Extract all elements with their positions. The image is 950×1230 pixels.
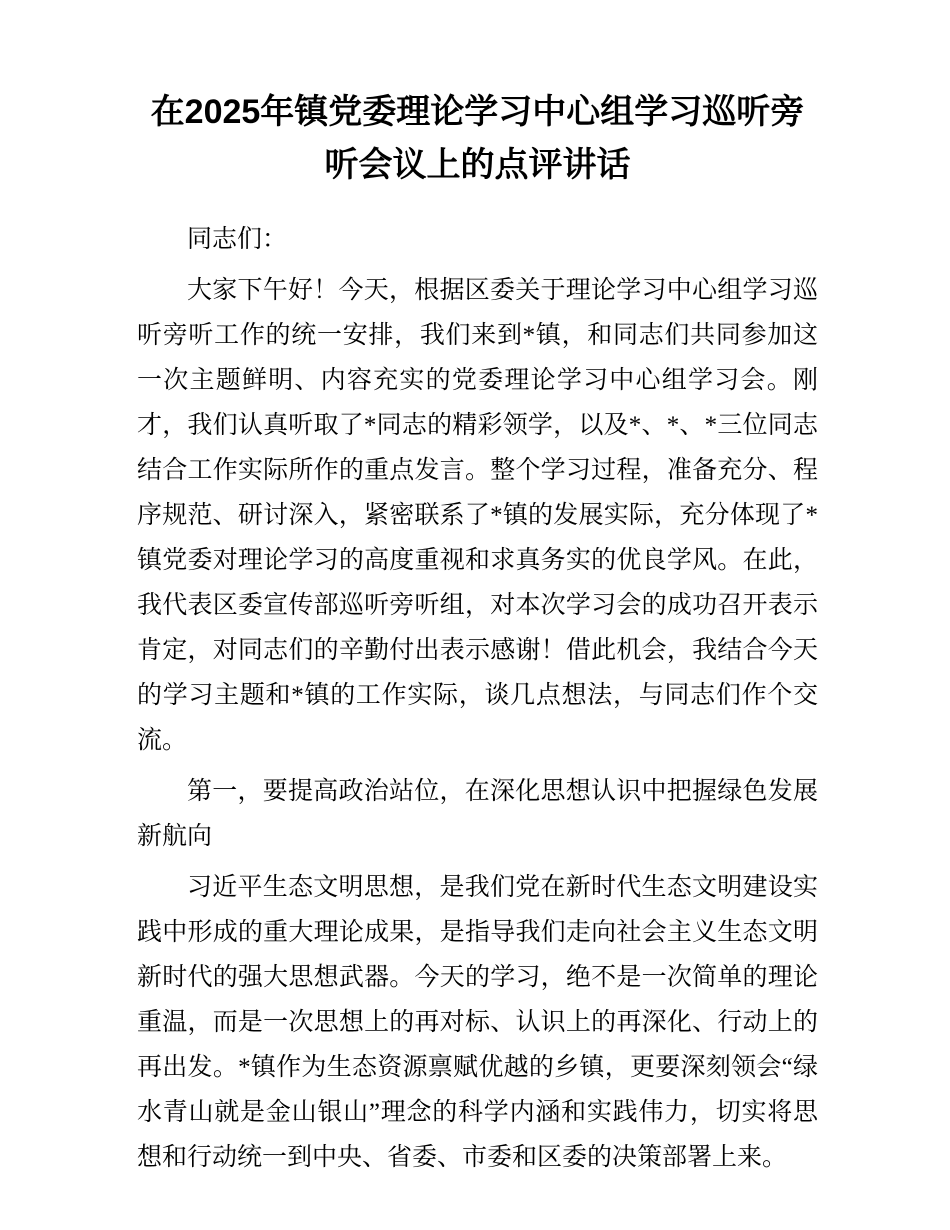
opening-paragraph: 大家下午好！今天，根据区委关于理论学习中心组学习巡听旁听工作的统一安排，我们来到*镇，和同志们共同参加这一次主题鲜明、内容充实的党委理论学习中心组学习会。刚才，我们认真听取了*同志的精彩领学，以及*、*、*三位同志结合工作实际所作的重点发言。整个学习过程，准备充分、程序规范、研讨深入，紧密联系了*镇的发展实际，充分体现了*镇党委对理论学习的高度重视和求真务实的优良学风。在此，我代表区委宣传部巡听旁听组，对本次学习会的成功召开表示肯定，对同志们的辛勤付出表示感谢！借此机会，我结合今天的学习主题和*镇的工作实际，谈几点想法，与同志们作个交流。 (137, 277, 818, 755)
section-heading-first-point: 第一，要提高政治站位，在深化思想认识中把握绿色发展新航向 (137, 778, 818, 851)
body-paragraph-ecology: 习近平生态文明思想，是我们党在新时代生态文明建设实践中形成的重大理论成果，是指导我们走向社会主义生态文明新时代的强大思想武器。今天的学习，绝不是一次简单的理论重温，而是一次思想上的再对标、认识上的再深化、行动上的再出发。*镇作为生态资源禀赋优越的乡镇，更要深刻领会“绿水青山就是金山银山”理念的科学内涵和实践伟力，切实将思想和行动统一到中央、省委、市委和区委的决策部署上来。 (137, 874, 818, 1172)
salutation-paragraph: 同志们： (187, 226, 288, 254)
document-title: 在2025年镇党委理论学习中心组学习巡听旁听会议上的点评讲话 (150, 93, 805, 184)
